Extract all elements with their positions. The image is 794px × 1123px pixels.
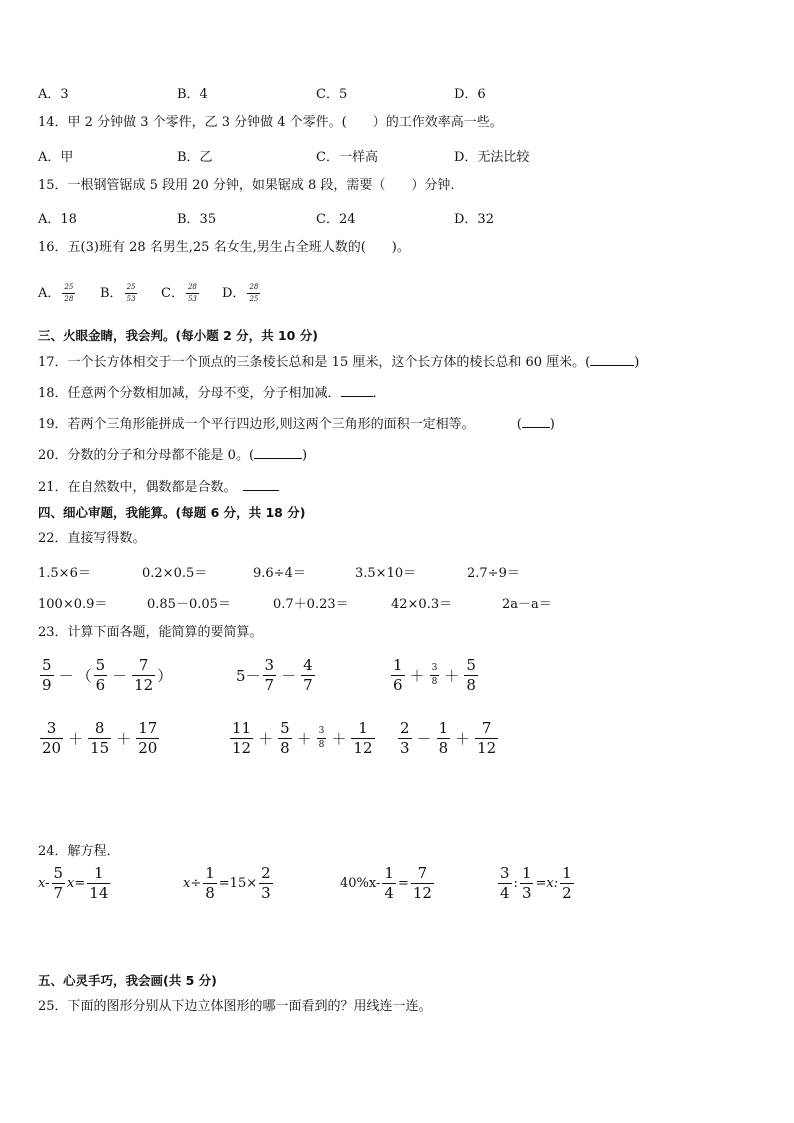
q13-option-c: C．5 (316, 87, 348, 102)
q18: 18．任意两个分数相加减，分母不变，分子相加减． ． (38, 386, 386, 401)
equation-1: x- $\frac{5}{7}$ x= $\frac{1}{14}$ (38, 864, 109, 902)
q14-stem: 14．甲 2 分钟做 3 个零件，乙 3 分钟做 4 个零件。( ）的工作效率高一些。 (38, 115, 503, 130)
q14-option-c: C．一样高 (316, 150, 378, 165)
q16-option-d: D． $\frac{28}{25}$ (222, 283, 259, 303)
calc-r2-1: 100×0.9＝ (38, 597, 108, 612)
q25: 25．下面的图形分别从下边立体图形的哪一面看到的？用线连一连。 (38, 999, 432, 1014)
q20: 20．分数的分子和分母都不能是 0。( ) (38, 448, 308, 463)
calc-r2-2: 0.85－0.05＝ (147, 597, 231, 612)
section3-title: 三、火眼金睛，我会判。(每小题 2 分，共 10 分) (38, 328, 318, 343)
calc-r2-4: 42×0.3＝ (391, 597, 453, 612)
expr-6: $\frac{2}{3}$ － $\frac{1}{8}$ ＋ $\frac{7}{12}$ (400, 719, 497, 757)
expr-5: $\frac{11}{12}$ ＋ $\frac{5}{8}$ ＋ $\frac{3}{8}$ ＋ $\frac{1}{12}$ (232, 719, 373, 757)
q15-option-b: B．35 (177, 212, 217, 227)
equation-2: x÷ $\frac{1}{8}$ =15× $\frac{2}{3}$ (183, 864, 271, 902)
q16-stem: 16．五(3)班有 28 名男生,25 名女生,男生占全班人数的( )。 (38, 240, 410, 255)
q17: 17．一个长方体相交于一个顶点的三条棱长总和是 15 厘米，这个长方体的棱长总和 60 厘米。( ) (38, 355, 640, 370)
calc-r1-4: 3.5×10＝ (355, 566, 417, 581)
section4-title: 四、细心审题，我能算。(每题 6 分，共 18 分) (38, 505, 306, 520)
section5-title: 五、心灵手巧，我会画(共 5 分) (38, 973, 217, 988)
q16-option-a: A． $\frac{25}{28}$ (38, 283, 74, 303)
q21: 21．在自然数中，偶数都是合数。 (38, 478, 279, 497)
q14-option-a: A．甲 (38, 150, 74, 165)
calc-r2-3: 0.7＋0.23＝ (273, 597, 349, 612)
q13-option-b: B．4 (177, 87, 208, 102)
q14-option-d: D．无法比较 (454, 150, 530, 165)
q15-stem: 15．一根钢管锯成 5 段用 20 分钟，如果锯成 8 段，需要（ ）分钟. (38, 178, 455, 193)
q13-option-a: A．3 (38, 87, 69, 102)
equation-3: 40%x- $\frac{1}{4}$ = $\frac{7}{12}$ (340, 864, 432, 902)
q16-option-c: C． $\frac{28}{53}$ (161, 283, 197, 303)
q13-option-d: D．6 (454, 87, 486, 102)
calc-r1-1: 1.5×6＝ (38, 566, 91, 581)
q24: 24．解方程． (38, 844, 120, 859)
q22: 22．直接写得数。 (38, 531, 146, 546)
q23: 23．计算下面各题，能简算的要简算。 (38, 625, 263, 640)
calc-r1-2: 0.2×0.5＝ (142, 566, 208, 581)
q15-option-a: A．18 (38, 212, 77, 227)
calc-r2-5: 2a－a＝ (502, 597, 552, 612)
expr-4: $\frac{3}{20}$ ＋ $\frac{8}{15}$ ＋ $\frac{17}{20}$ (42, 719, 158, 757)
calc-r1-5: 2.7÷9＝ (467, 566, 520, 581)
q16-option-b: B． $\frac{25}{53}$ (100, 283, 136, 303)
equation-4: $\frac{3}{4}$ : $\frac{1}{3}$ =x: $\frac{1}{2}$ (500, 864, 572, 902)
q15-option-d: D．32 (454, 212, 494, 227)
calc-r1-3: 9.6÷4＝ (253, 566, 306, 581)
q15-option-c: C．24 (316, 212, 356, 227)
expr-3: $\frac{1}{6}$ ＋ $\frac{3}{8}$ ＋ $\frac{5}{8}$ (393, 656, 476, 694)
expr-1: $\frac{5}{9}$ － （ $\frac{5}{6}$ － $\frac{7}{12}$ ） (42, 656, 173, 694)
q14-option-b: B．乙 (177, 150, 213, 165)
q19: 19．若两个三角形能拼成一个平行四边形,则这两个三角形的面积一定相等。 ( ) (38, 417, 555, 432)
expr-2: 5－ $\frac{3}{7}$ － $\frac{4}{7}$ (236, 656, 313, 694)
